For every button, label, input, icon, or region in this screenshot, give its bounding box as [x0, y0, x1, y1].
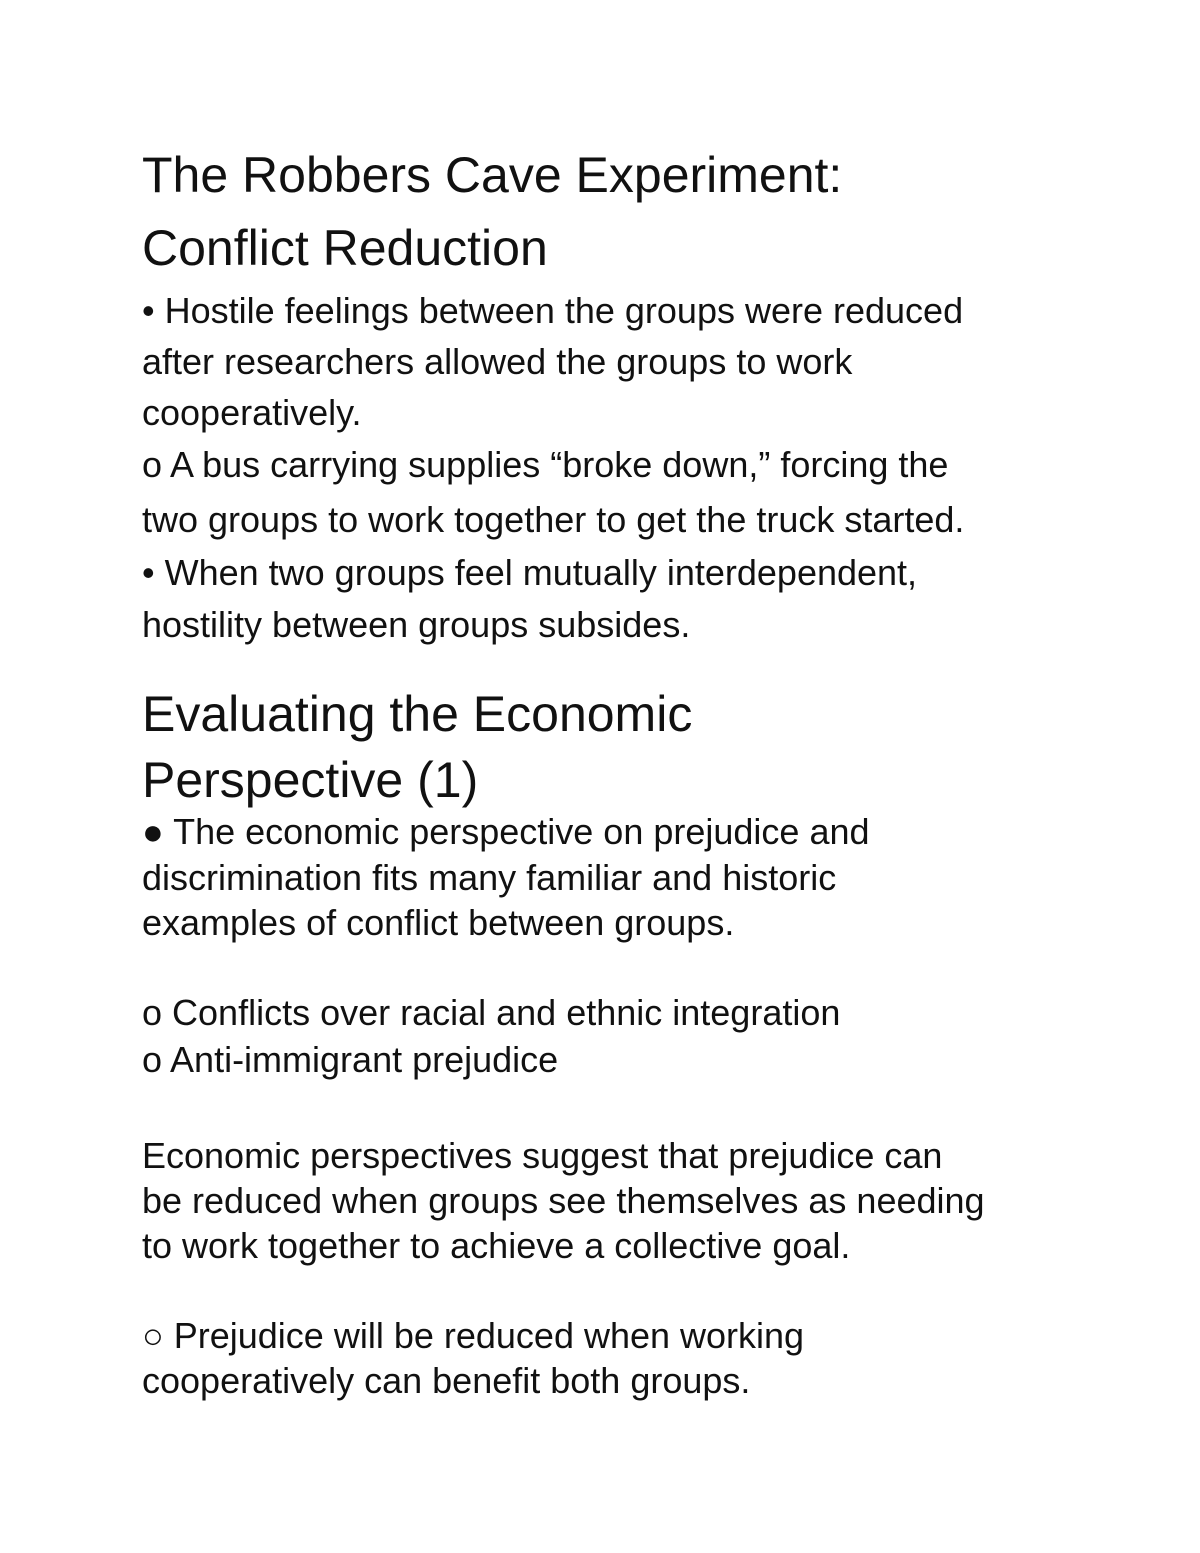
sub-bullet-text-line: two groups to work together to get the truck started. — [142, 499, 965, 540]
section-heading-line: Perspective (1) — [142, 752, 479, 808]
section-heading-line: Conflict Reduction — [142, 220, 548, 276]
bullet-text-line: cooperatively. — [142, 392, 362, 433]
paragraph-line: Economic perspectives suggest that prejudice can — [142, 1135, 943, 1176]
sub-bullet-text-line: o A bus carrying supplies “broke down,” forcing the — [142, 444, 949, 485]
sub-bullet-item: o Conflicts over racial and ethnic integration — [142, 992, 841, 1033]
sub-bullet-text-line: ○ Prejudice will be reduced when working — [142, 1315, 805, 1356]
sub-bullet-text-line: cooperatively can benefit both groups. — [142, 1360, 751, 1401]
bullet-text-line: • Hostile feelings between the groups were reduced — [142, 290, 964, 331]
bullet-text-line: hostility between groups subsides. — [142, 604, 691, 645]
section-heading-line: Evaluating the Economic — [142, 686, 693, 742]
sub-bullet-item: o Anti-immigrant prejudice — [142, 1039, 559, 1080]
section-heading-line: The Robbers Cave Experiment: — [142, 147, 843, 203]
bullet-text-line: ● The economic perspective on prejudice and — [142, 811, 870, 852]
paragraph-line: to work together to achieve a collective goal. — [142, 1225, 851, 1266]
paragraph-line: be reduced when groups see themselves as needing — [142, 1180, 985, 1221]
bullet-text-line: after researchers allowed the groups to work — [142, 341, 853, 382]
bullet-text-line: • When two groups feel mutually interdependent, — [142, 552, 918, 593]
bullet-text-line: discrimination fits many familiar and historic — [142, 857, 837, 898]
bullet-text-line: examples of conflict between groups. — [142, 902, 735, 943]
